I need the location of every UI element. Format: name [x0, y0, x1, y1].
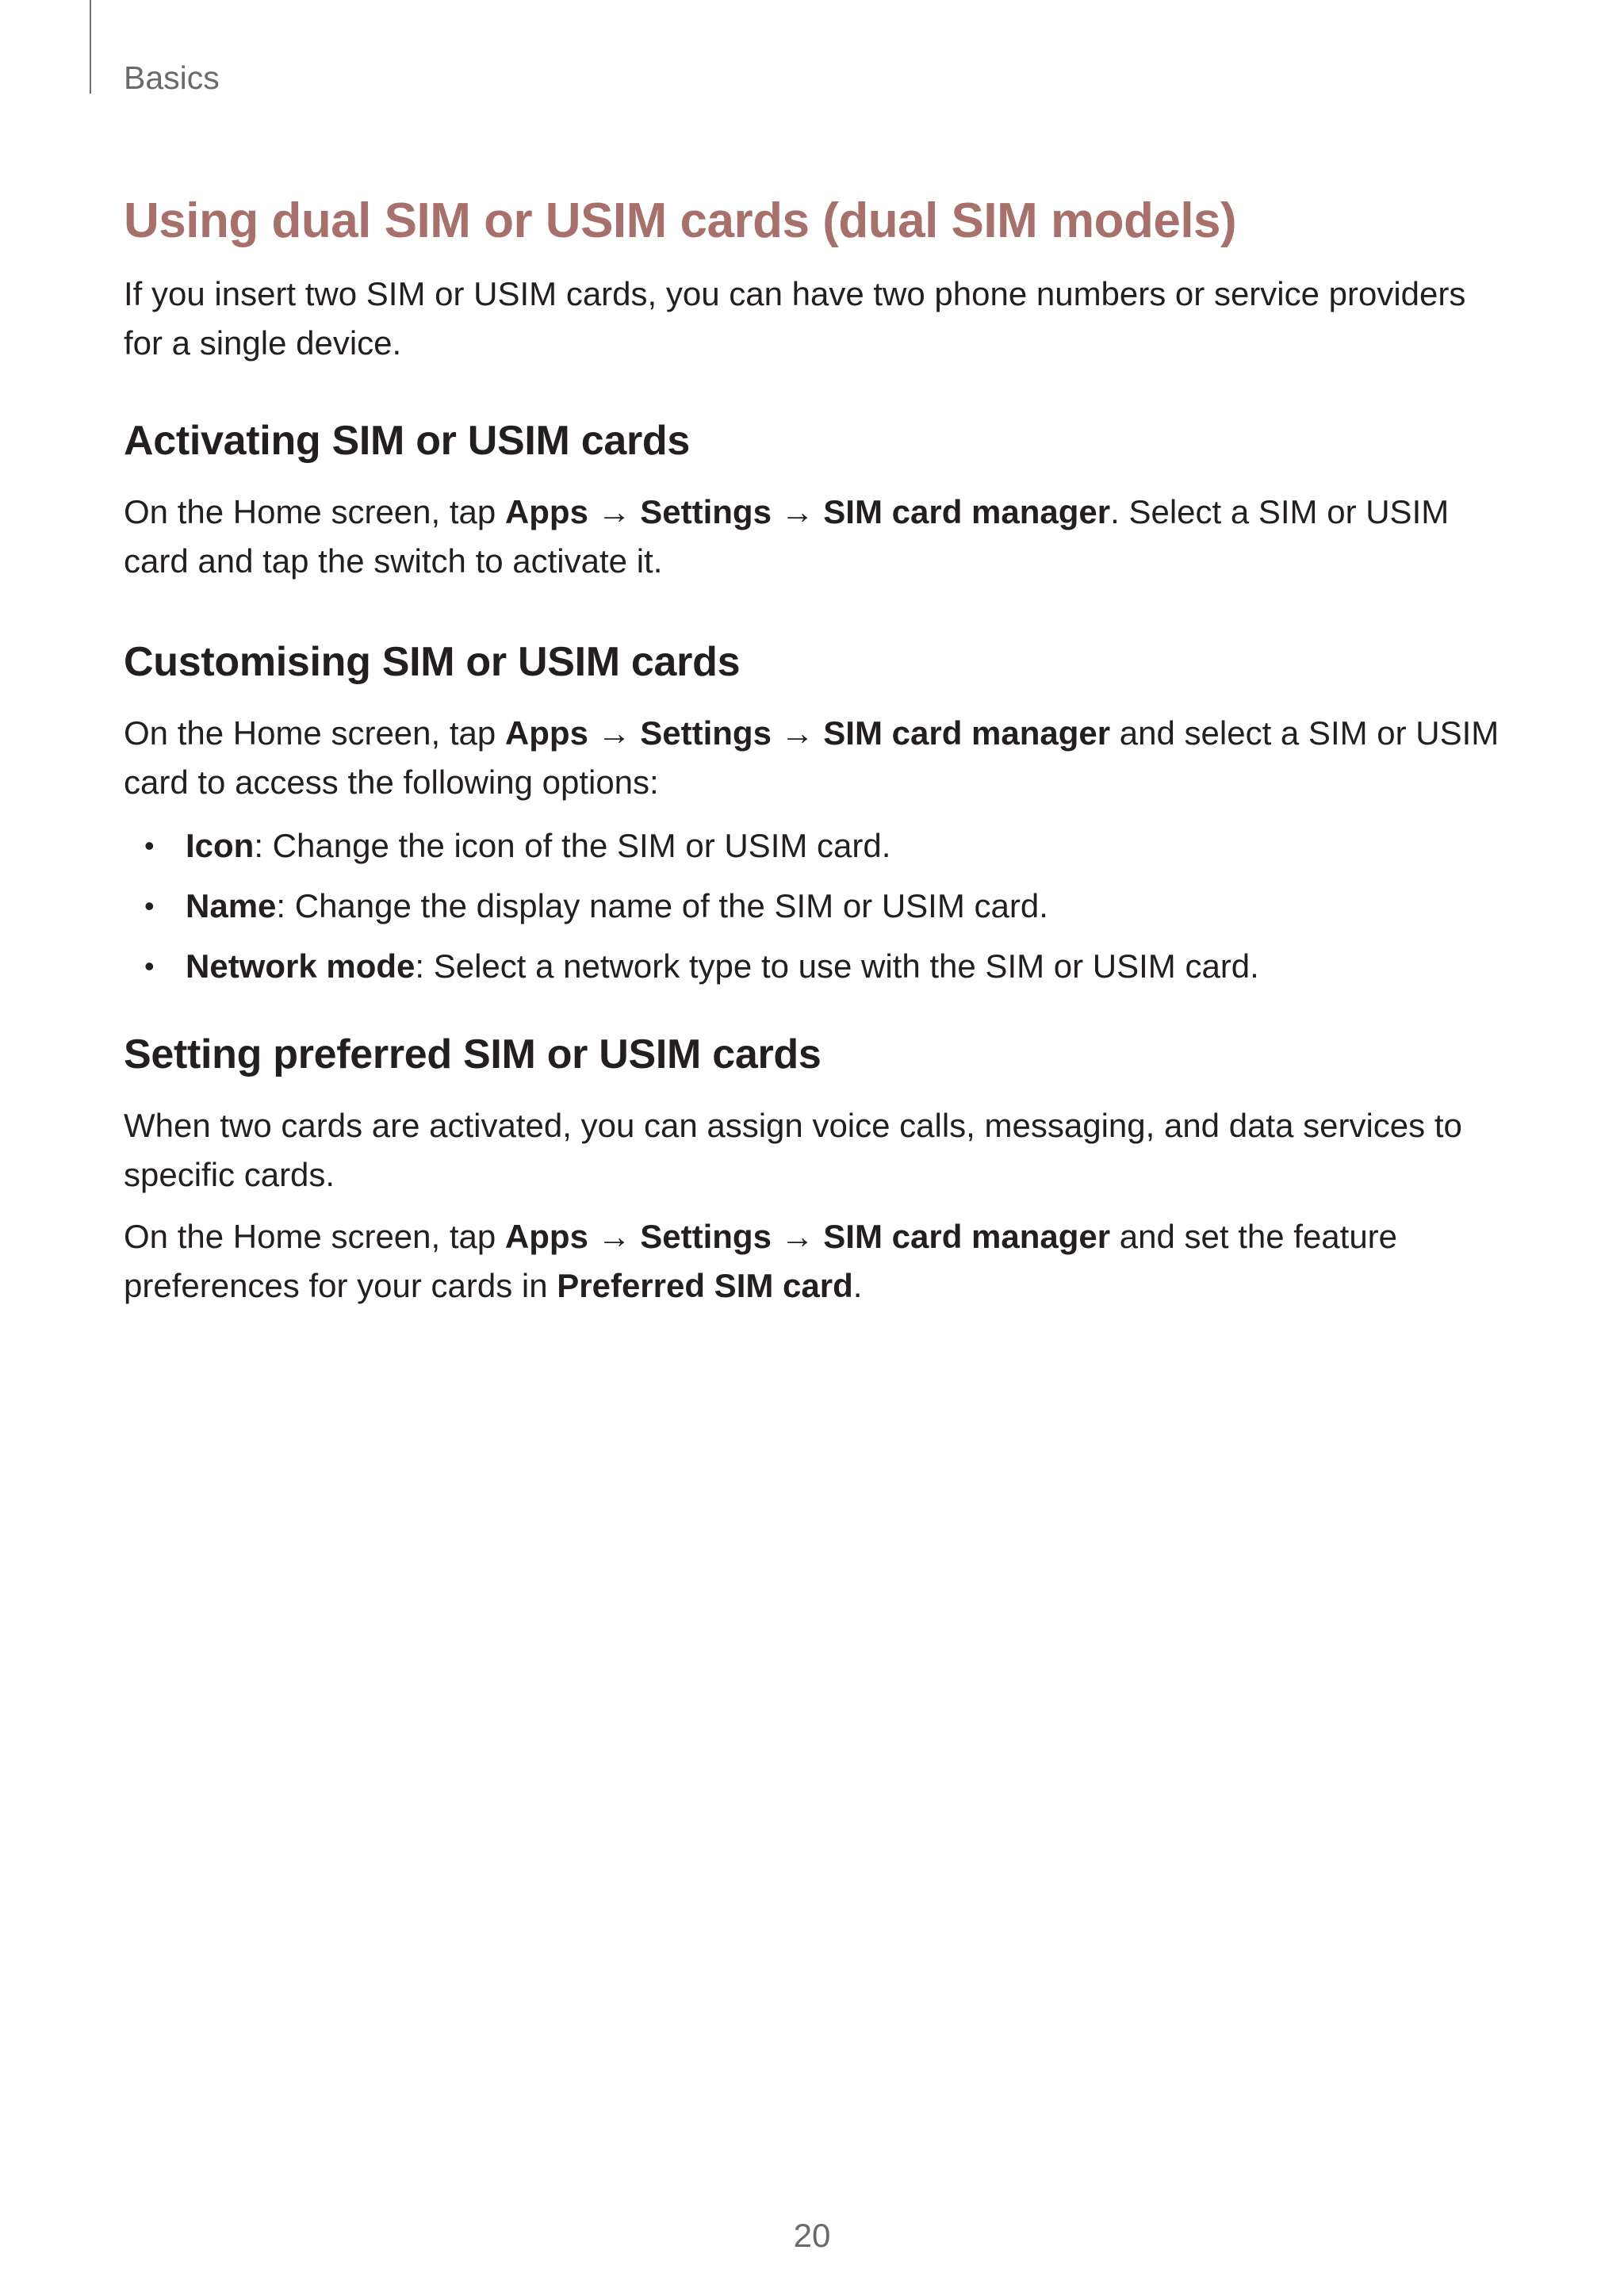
arrow-1: →: [588, 492, 641, 530]
page-number: 20: [793, 2217, 831, 2254]
preferred-prefix: On the Home screen, tap: [124, 1217, 505, 1255]
sim-manager-term: SIM card manager: [823, 492, 1111, 530]
list-item: [124, 821, 1503, 871]
preferred-sim-card-term: Preferred SIM card: [557, 1266, 853, 1304]
customising-heading: Customising SIM or USIM cards: [124, 638, 741, 685]
option-description: : Change the display name of the SIM or USIM card.: [276, 886, 1048, 924]
activating-heading: Activating SIM or USIM cards: [124, 417, 690, 464]
bullet-icon: •: [144, 949, 155, 982]
settings-menu-term: Settings: [640, 1217, 772, 1255]
customising-suffix: and select a SIM or USIM card to access the following options:: [124, 714, 1500, 801]
activating-suffix: . Select a SIM or USIM card and tap the switch to activate it.: [124, 492, 1450, 580]
apps-menu-term: Apps: [504, 714, 588, 752]
intro-paragraph: If you insert two SIM or USIM cards, you can have two phone numbers or service providers for a single device.: [124, 274, 1466, 362]
preferred-heading: Setting preferred SIM or USIM cards: [124, 1031, 822, 1077]
arrow-1: →: [588, 714, 641, 752]
arrow-2: →: [771, 492, 824, 530]
settings-menu-term: Settings: [640, 714, 772, 752]
option-description: : Select a network type to use with the SIM or USIM card.: [415, 947, 1259, 985]
option-term: Network mode: [186, 947, 416, 985]
option-term: Name: [186, 886, 277, 924]
list-item: [124, 882, 1503, 931]
activating-paragraph: [124, 488, 1503, 586]
section-label: Basics: [124, 59, 220, 96]
bullet-icon: •: [144, 828, 155, 862]
option-description: : Change the icon of the SIM or USIM card.: [254, 826, 891, 864]
preferred-end: .: [852, 1266, 863, 1304]
arrow-2: →: [771, 714, 824, 752]
list-item: [124, 942, 1503, 991]
sim-manager-term: SIM card manager: [823, 1217, 1111, 1255]
settings-menu-term: Settings: [640, 492, 772, 530]
preferred-middle: and set the feature preferences for your cards in: [124, 1217, 1398, 1304]
page-content: [124, 190, 1503, 1311]
customising-prefix: On the Home screen, tap: [124, 714, 505, 752]
sim-manager-term: SIM card manager: [823, 714, 1111, 752]
arrow-1: →: [588, 1217, 641, 1255]
page-title: Using dual SIM or USIM cards (dual SIM models): [124, 193, 1237, 248]
preferred-paragraph-1: When two cards are activated, you can assign voice calls, messaging, and data services to specific cards.: [124, 1106, 1462, 1193]
preferred-paragraph-2: [124, 1212, 1503, 1311]
option-term: Icon: [186, 826, 255, 864]
arrow-2: →: [771, 1217, 824, 1255]
apps-menu-term: Apps: [504, 492, 588, 530]
apps-menu-term: Apps: [504, 1217, 588, 1255]
options-list: [124, 821, 1503, 991]
header-divider: [90, 0, 91, 94]
customising-paragraph: [124, 709, 1503, 807]
activating-prefix: On the Home screen, tap: [124, 492, 505, 530]
bullet-icon: •: [144, 889, 155, 922]
